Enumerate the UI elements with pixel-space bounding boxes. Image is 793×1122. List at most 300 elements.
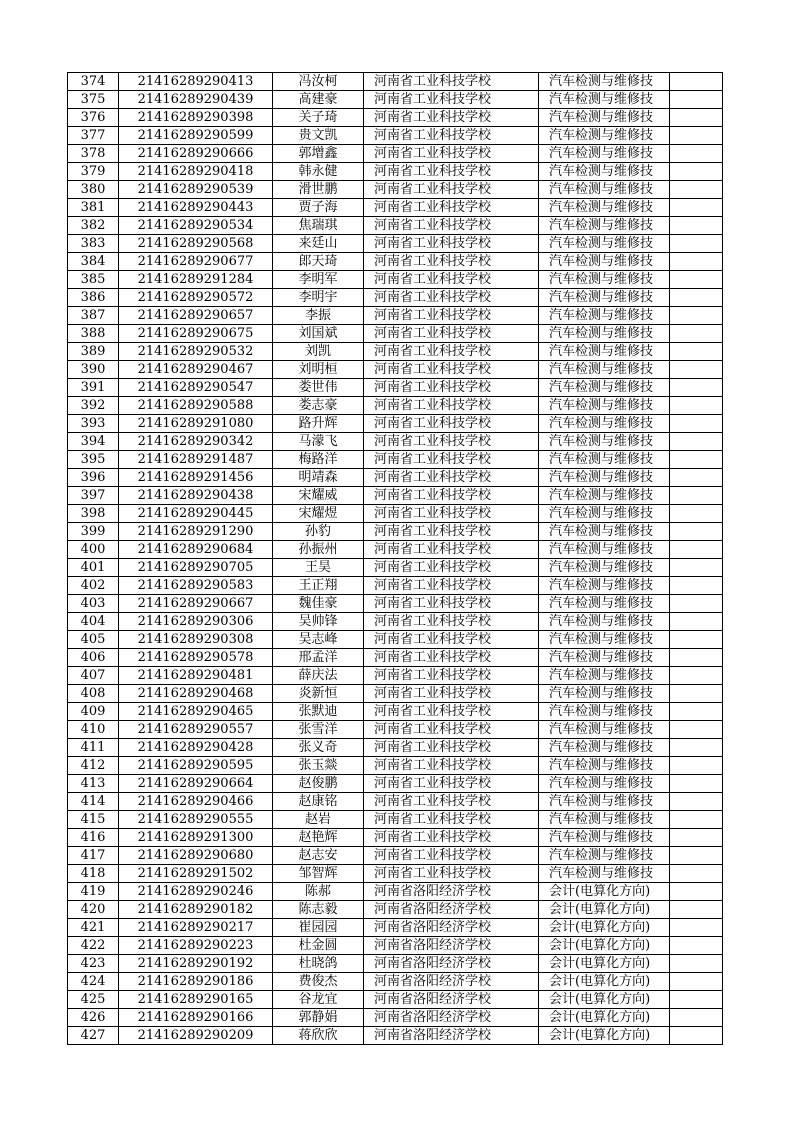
major-cell: 会计(电算化方向): [539, 937, 670, 955]
empty-cell: [670, 415, 723, 433]
row-number-cell: 402: [68, 577, 119, 595]
table-row: [68, 199, 723, 217]
school-cell: 河南省工业科技学校: [364, 631, 539, 649]
major-cell: 会计(电算化方向): [539, 955, 670, 973]
exam-id-cell: 21416289290666: [119, 145, 273, 163]
table-row: [68, 829, 723, 847]
student-name-cell: 孙振州: [273, 541, 364, 559]
exam-id-cell: 21416289290342: [119, 433, 273, 451]
table-row: [68, 757, 723, 775]
table-row: [68, 397, 723, 415]
empty-cell: [670, 901, 723, 919]
major-cell: 汽车检测与维修技: [539, 199, 670, 217]
school-cell: 河南省工业科技学校: [364, 433, 539, 451]
exam-id-cell: 21416289290413: [119, 73, 273, 91]
school-cell: 河南省工业科技学校: [364, 541, 539, 559]
student-name-cell: 关子琦: [273, 109, 364, 127]
major-cell: 汽车检测与维修技: [539, 523, 670, 541]
student-name-cell: 赵志安: [273, 847, 364, 865]
exam-id-cell: 21416289290667: [119, 595, 273, 613]
empty-cell: [670, 487, 723, 505]
table-row: [68, 253, 723, 271]
exam-id-cell: 21416289291080: [119, 415, 273, 433]
row-number-cell: 406: [68, 649, 119, 667]
student-name-cell: 邹智辉: [273, 865, 364, 883]
major-cell: 汽车检测与维修技: [539, 613, 670, 631]
table-row: [68, 91, 723, 109]
student-name-cell: 孙豹: [273, 523, 364, 541]
row-number-cell: 375: [68, 91, 119, 109]
empty-cell: [670, 325, 723, 343]
school-cell: 河南省工业科技学校: [364, 451, 539, 469]
student-name-cell: 郭静娟: [273, 1009, 364, 1027]
row-number-cell: 401: [68, 559, 119, 577]
exam-id-cell: 21416289290306: [119, 613, 273, 631]
school-cell: 河南省工业科技学校: [364, 739, 539, 757]
school-cell: 河南省工业科技学校: [364, 505, 539, 523]
school-cell: 河南省工业科技学校: [364, 523, 539, 541]
exam-id-cell: 21416289290398: [119, 109, 273, 127]
empty-cell: [670, 883, 723, 901]
major-cell: 汽车检测与维修技: [539, 451, 670, 469]
exam-id-cell: 21416289290209: [119, 1027, 273, 1045]
row-number-cell: 404: [68, 613, 119, 631]
empty-cell: [670, 685, 723, 703]
school-cell: 河南省工业科技学校: [364, 91, 539, 109]
student-name-cell: 刘国斌: [273, 325, 364, 343]
row-number-cell: 409: [68, 703, 119, 721]
table-row: [68, 289, 723, 307]
major-cell: 汽车检测与维修技: [539, 271, 670, 289]
row-number-cell: 387: [68, 307, 119, 325]
student-name-cell: 张义奇: [273, 739, 364, 757]
school-cell: 河南省工业科技学校: [364, 469, 539, 487]
empty-cell: [670, 469, 723, 487]
major-cell: 汽车检测与维修技: [539, 325, 670, 343]
major-cell: 汽车检测与维修技: [539, 559, 670, 577]
school-cell: 河南省工业科技学校: [364, 577, 539, 595]
row-number-cell: 425: [68, 991, 119, 1009]
table-row: [68, 325, 723, 343]
table-row: [68, 973, 723, 991]
school-cell: 河南省洛阳经济学校: [364, 1009, 539, 1027]
table-row: [68, 163, 723, 181]
row-number-cell: 383: [68, 235, 119, 253]
empty-cell: [670, 217, 723, 235]
empty-cell: [670, 991, 723, 1009]
student-name-cell: 马濛飞: [273, 433, 364, 451]
row-number-cell: 396: [68, 469, 119, 487]
exam-id-cell: 21416289290165: [119, 991, 273, 1009]
empty-cell: [670, 775, 723, 793]
school-cell: 河南省工业科技学校: [364, 325, 539, 343]
school-cell: 河南省工业科技学校: [364, 307, 539, 325]
student-roster-table: [67, 72, 723, 1045]
row-number-cell: 419: [68, 883, 119, 901]
major-cell: 汽车检测与维修技: [539, 145, 670, 163]
student-roster-body: [68, 73, 723, 1045]
row-number-cell: 423: [68, 955, 119, 973]
table-row: [68, 937, 723, 955]
student-name-cell: 明靖森: [273, 469, 364, 487]
major-cell: 汽车检测与维修技: [539, 127, 670, 145]
major-cell: 汽车检测与维修技: [539, 631, 670, 649]
student-name-cell: 来廷山: [273, 235, 364, 253]
exam-id-cell: 21416289290468: [119, 685, 273, 703]
major-cell: 汽车检测与维修技: [539, 829, 670, 847]
table-row: [68, 505, 723, 523]
major-cell: 汽车检测与维修技: [539, 415, 670, 433]
exam-id-cell: 21416289290217: [119, 919, 273, 937]
student-name-cell: 焦瑞琪: [273, 217, 364, 235]
exam-id-cell: 21416289290192: [119, 955, 273, 973]
empty-cell: [670, 721, 723, 739]
school-cell: 河南省工业科技学校: [364, 415, 539, 433]
student-name-cell: 张默迪: [273, 703, 364, 721]
exam-id-cell: 21416289290467: [119, 361, 273, 379]
student-name-cell: 刘明桓: [273, 361, 364, 379]
school-cell: 河南省工业科技学校: [364, 163, 539, 181]
exam-id-cell: 21416289290680: [119, 847, 273, 865]
row-number-cell: 392: [68, 397, 119, 415]
school-cell: 河南省工业科技学校: [364, 613, 539, 631]
table-row: [68, 1027, 723, 1045]
student-name-cell: 薛庆法: [273, 667, 364, 685]
major-cell: 汽车检测与维修技: [539, 397, 670, 415]
table-row: [68, 595, 723, 613]
row-number-cell: 374: [68, 73, 119, 91]
school-cell: 河南省工业科技学校: [364, 127, 539, 145]
table-row: [68, 919, 723, 937]
student-name-cell: 吴志峰: [273, 631, 364, 649]
exam-id-cell: 21416289290445: [119, 505, 273, 523]
major-cell: 汽车检测与维修技: [539, 235, 670, 253]
empty-cell: [670, 955, 723, 973]
table-row: [68, 811, 723, 829]
exam-id-cell: 21416289291290: [119, 523, 273, 541]
student-name-cell: 赵岩: [273, 811, 364, 829]
exam-id-cell: 21416289291487: [119, 451, 273, 469]
empty-cell: [670, 433, 723, 451]
student-name-cell: 梅路洋: [273, 451, 364, 469]
major-cell: 会计(电算化方向): [539, 901, 670, 919]
exam-id-cell: 21416289290308: [119, 631, 273, 649]
exam-id-cell: 21416289290465: [119, 703, 273, 721]
school-cell: 河南省工业科技学校: [364, 109, 539, 127]
school-cell: 河南省工业科技学校: [364, 181, 539, 199]
school-cell: 河南省工业科技学校: [364, 379, 539, 397]
exam-id-cell: 21416289290684: [119, 541, 273, 559]
major-cell: 汽车检测与维修技: [539, 73, 670, 91]
row-number-cell: 380: [68, 181, 119, 199]
table-row: [68, 361, 723, 379]
school-cell: 河南省工业科技学校: [364, 685, 539, 703]
school-cell: 河南省洛阳经济学校: [364, 883, 539, 901]
student-name-cell: 崔园园: [273, 919, 364, 937]
exam-id-cell: 21416289290578: [119, 649, 273, 667]
table-row: [68, 235, 723, 253]
student-name-cell: 陈志毅: [273, 901, 364, 919]
major-cell: 汽车检测与维修技: [539, 253, 670, 271]
student-name-cell: 赵俊鹏: [273, 775, 364, 793]
table-row: [68, 523, 723, 541]
exam-id-cell: 21416289291284: [119, 271, 273, 289]
exam-id-cell: 21416289290583: [119, 577, 273, 595]
table-row: [68, 577, 723, 595]
exam-id-cell: 21416289290428: [119, 739, 273, 757]
major-cell: 会计(电算化方向): [539, 1027, 670, 1045]
exam-id-cell: 21416289290443: [119, 199, 273, 217]
major-cell: 会计(电算化方向): [539, 991, 670, 1009]
empty-cell: [670, 253, 723, 271]
empty-cell: [670, 505, 723, 523]
row-number-cell: 413: [68, 775, 119, 793]
empty-cell: [670, 343, 723, 361]
student-name-cell: 郭增鑫: [273, 145, 364, 163]
exam-id-cell: 21416289290664: [119, 775, 273, 793]
exam-id-cell: 21416289290599: [119, 127, 273, 145]
student-name-cell: 张玉燚: [273, 757, 364, 775]
student-name-cell: 娄志豪: [273, 397, 364, 415]
school-cell: 河南省工业科技学校: [364, 253, 539, 271]
school-cell: 河南省工业科技学校: [364, 199, 539, 217]
row-number-cell: 418: [68, 865, 119, 883]
school-cell: 河南省工业科技学校: [364, 595, 539, 613]
table-row: [68, 307, 723, 325]
major-cell: 汽车检测与维修技: [539, 181, 670, 199]
major-cell: 汽车检测与维修技: [539, 685, 670, 703]
empty-cell: [670, 667, 723, 685]
row-number-cell: 414: [68, 793, 119, 811]
row-number-cell: 420: [68, 901, 119, 919]
school-cell: 河南省工业科技学校: [364, 847, 539, 865]
major-cell: 汽车检测与维修技: [539, 307, 670, 325]
school-cell: 河南省洛阳经济学校: [364, 973, 539, 991]
major-cell: 汽车检测与维修技: [539, 865, 670, 883]
school-cell: 河南省工业科技学校: [364, 235, 539, 253]
table-row: [68, 739, 723, 757]
major-cell: 汽车检测与维修技: [539, 775, 670, 793]
empty-cell: [670, 127, 723, 145]
empty-cell: [670, 829, 723, 847]
major-cell: 汽车检测与维修技: [539, 163, 670, 181]
table-row: [68, 343, 723, 361]
school-cell: 河南省工业科技学校: [364, 361, 539, 379]
school-cell: 河南省工业科技学校: [364, 487, 539, 505]
exam-id-cell: 21416289290539: [119, 181, 273, 199]
student-name-cell: 吴帅锋: [273, 613, 364, 631]
table-row: [68, 613, 723, 631]
student-name-cell: 宋耀威: [273, 487, 364, 505]
exam-id-cell: 21416289290166: [119, 1009, 273, 1027]
student-name-cell: 赵艳辉: [273, 829, 364, 847]
row-number-cell: 411: [68, 739, 119, 757]
school-cell: 河南省工业科技学校: [364, 667, 539, 685]
table-row: [68, 415, 723, 433]
exam-id-cell: 21416289290534: [119, 217, 273, 235]
exam-id-cell: 21416289290418: [119, 163, 273, 181]
exam-id-cell: 21416289291300: [119, 829, 273, 847]
row-number-cell: 416: [68, 829, 119, 847]
row-number-cell: 393: [68, 415, 119, 433]
school-cell: 河南省洛阳经济学校: [364, 937, 539, 955]
exam-id-cell: 21416289290705: [119, 559, 273, 577]
major-cell: 汽车检测与维修技: [539, 577, 670, 595]
row-number-cell: 399: [68, 523, 119, 541]
empty-cell: [670, 145, 723, 163]
exam-id-cell: 21416289290246: [119, 883, 273, 901]
row-number-cell: 386: [68, 289, 119, 307]
student-name-cell: 贾子海: [273, 199, 364, 217]
row-number-cell: 394: [68, 433, 119, 451]
exam-id-cell: 21416289290557: [119, 721, 273, 739]
table-row: [68, 271, 723, 289]
table-row: [68, 901, 723, 919]
empty-cell: [670, 937, 723, 955]
empty-cell: [670, 649, 723, 667]
school-cell: 河南省工业科技学校: [364, 829, 539, 847]
exam-id-cell: 21416289291502: [119, 865, 273, 883]
student-name-cell: 高建豪: [273, 91, 364, 109]
school-cell: 河南省工业科技学校: [364, 775, 539, 793]
row-number-cell: 378: [68, 145, 119, 163]
empty-cell: [670, 307, 723, 325]
school-cell: 河南省洛阳经济学校: [364, 955, 539, 973]
row-number-cell: 397: [68, 487, 119, 505]
exam-id-cell: 21416289290675: [119, 325, 273, 343]
student-name-cell: 张雪洋: [273, 721, 364, 739]
row-number-cell: 403: [68, 595, 119, 613]
school-cell: 河南省工业科技学校: [364, 145, 539, 163]
table-row: [68, 181, 723, 199]
empty-cell: [670, 379, 723, 397]
empty-cell: [670, 613, 723, 631]
student-name-cell: 杜晓鸽: [273, 955, 364, 973]
student-name-cell: 娄世伟: [273, 379, 364, 397]
empty-cell: [670, 811, 723, 829]
empty-cell: [670, 739, 723, 757]
empty-cell: [670, 199, 723, 217]
student-name-cell: 路升辉: [273, 415, 364, 433]
exam-id-cell: 21416289290439: [119, 91, 273, 109]
empty-cell: [670, 451, 723, 469]
school-cell: 河南省洛阳经济学校: [364, 1027, 539, 1045]
row-number-cell: 379: [68, 163, 119, 181]
major-cell: 汽车检测与维修技: [539, 595, 670, 613]
major-cell: 会计(电算化方向): [539, 883, 670, 901]
table-row: [68, 379, 723, 397]
table-row: [68, 145, 723, 163]
student-name-cell: 宋耀煜: [273, 505, 364, 523]
major-cell: 汽车检测与维修技: [539, 433, 670, 451]
table-row: [68, 631, 723, 649]
row-number-cell: 388: [68, 325, 119, 343]
major-cell: 汽车检测与维修技: [539, 379, 670, 397]
row-number-cell: 398: [68, 505, 119, 523]
student-name-cell: 李明军: [273, 271, 364, 289]
school-cell: 河南省洛阳经济学校: [364, 919, 539, 937]
major-cell: 汽车检测与维修技: [539, 811, 670, 829]
school-cell: 河南省工业科技学校: [364, 649, 539, 667]
empty-cell: [670, 289, 723, 307]
table-row: [68, 451, 723, 469]
student-name-cell: 炎新恒: [273, 685, 364, 703]
row-number-cell: 421: [68, 919, 119, 937]
exam-id-cell: 21416289290555: [119, 811, 273, 829]
table-row: [68, 541, 723, 559]
row-number-cell: 384: [68, 253, 119, 271]
major-cell: 汽车检测与维修技: [539, 667, 670, 685]
row-number-cell: 376: [68, 109, 119, 127]
major-cell: 汽车检测与维修技: [539, 487, 670, 505]
table-row: [68, 217, 723, 235]
major-cell: 会计(电算化方向): [539, 973, 670, 991]
empty-cell: [670, 1027, 723, 1045]
table-row: [68, 703, 723, 721]
table-row: [68, 847, 723, 865]
exam-id-cell: 21416289290182: [119, 901, 273, 919]
empty-cell: [670, 523, 723, 541]
empty-cell: [670, 703, 723, 721]
row-number-cell: 395: [68, 451, 119, 469]
student-name-cell: 费俊杰: [273, 973, 364, 991]
exam-id-cell: 21416289291456: [119, 469, 273, 487]
major-cell: 汽车检测与维修技: [539, 91, 670, 109]
exam-id-cell: 21416289290547: [119, 379, 273, 397]
major-cell: 汽车检测与维修技: [539, 289, 670, 307]
table-row: [68, 109, 723, 127]
row-number-cell: 410: [68, 721, 119, 739]
table-row: [68, 721, 723, 739]
school-cell: 河南省工业科技学校: [364, 397, 539, 415]
school-cell: 河南省工业科技学校: [364, 757, 539, 775]
major-cell: 会计(电算化方向): [539, 1009, 670, 1027]
empty-cell: [670, 361, 723, 379]
table-row: [68, 127, 723, 145]
school-cell: 河南省工业科技学校: [364, 793, 539, 811]
row-number-cell: 427: [68, 1027, 119, 1045]
row-number-cell: 417: [68, 847, 119, 865]
major-cell: 汽车检测与维修技: [539, 739, 670, 757]
student-name-cell: 李振: [273, 307, 364, 325]
major-cell: 汽车检测与维修技: [539, 649, 670, 667]
school-cell: 河南省工业科技学校: [364, 703, 539, 721]
student-name-cell: 王正翔: [273, 577, 364, 595]
row-number-cell: 412: [68, 757, 119, 775]
major-cell: 汽车检测与维修技: [539, 343, 670, 361]
student-name-cell: 贵文凯: [273, 127, 364, 145]
school-cell: 河南省洛阳经济学校: [364, 901, 539, 919]
major-cell: 汽车检测与维修技: [539, 703, 670, 721]
table-row: [68, 865, 723, 883]
row-number-cell: 424: [68, 973, 119, 991]
exam-id-cell: 21416289290568: [119, 235, 273, 253]
empty-cell: [670, 73, 723, 91]
student-name-cell: 魏佳豪: [273, 595, 364, 613]
empty-cell: [670, 109, 723, 127]
major-cell: 会计(电算化方向): [539, 919, 670, 937]
major-cell: 汽车检测与维修技: [539, 541, 670, 559]
exam-id-cell: 21416289290186: [119, 973, 273, 991]
row-number-cell: 390: [68, 361, 119, 379]
exam-id-cell: 21416289290572: [119, 289, 273, 307]
row-number-cell: 407: [68, 667, 119, 685]
empty-cell: [670, 847, 723, 865]
school-cell: 河南省工业科技学校: [364, 343, 539, 361]
student-name-cell: 王昊: [273, 559, 364, 577]
student-name-cell: 李明宇: [273, 289, 364, 307]
major-cell: 汽车检测与维修技: [539, 361, 670, 379]
